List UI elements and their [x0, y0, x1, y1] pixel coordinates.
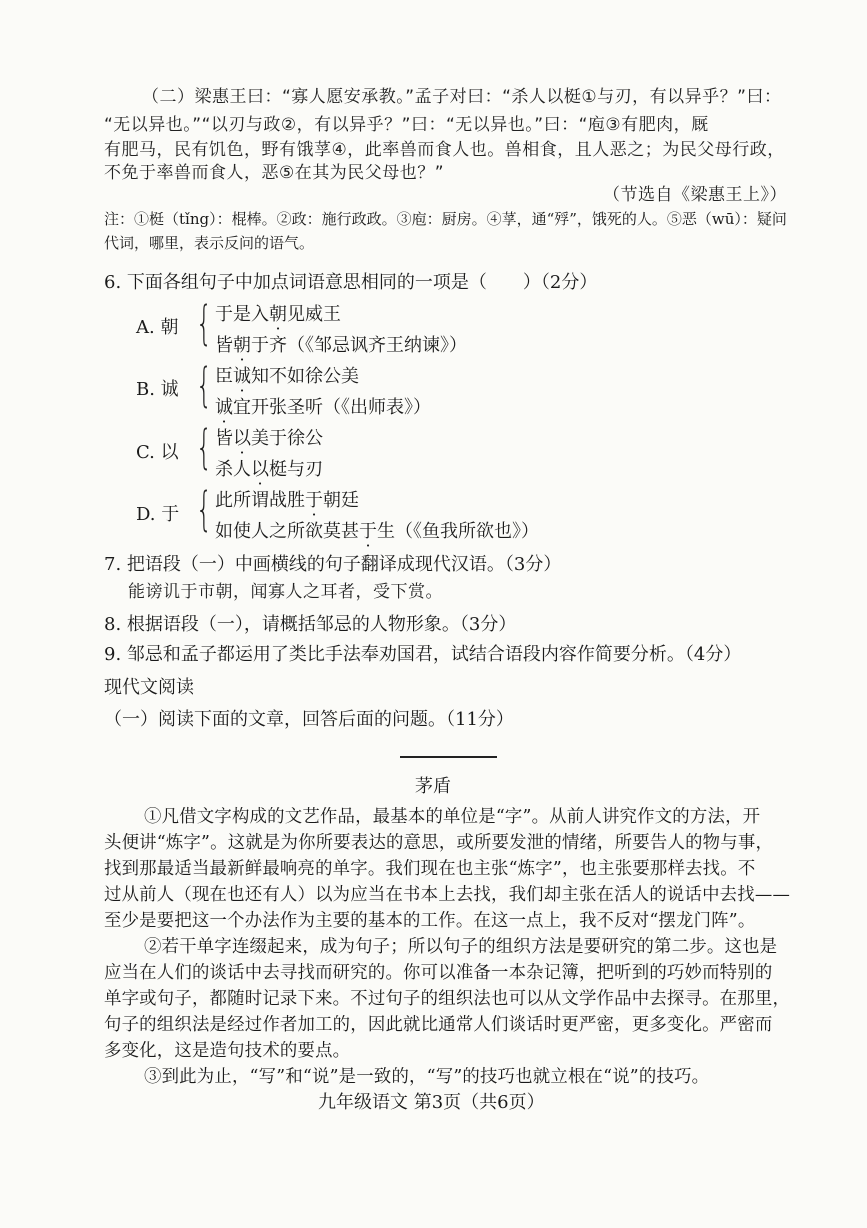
article-line-1: ①凡借文字构成的文艺作品，最基本的单位是“字”。从前人讲究作文的方法，开 [144, 807, 761, 827]
section-heading: 现代文阅读 [104, 677, 194, 698]
section-subheading: （一）阅读下面的文章，回答后面的问题。（11分） [104, 709, 514, 730]
q9-stem: 9. 邹忌和孟子都运用了类比手法奉劝国君，试结合语段内容作简要分析。（4分） [104, 644, 742, 665]
page-footer: 九年级语文 第3页（共6页） [318, 1092, 545, 1113]
article-line-11: ③到此为止，“写”和“说”是一致的，“写”的技巧也就立根在“说”的技巧。 [144, 1067, 710, 1087]
brace-icon: { [196, 482, 213, 536]
q6-option-d-label: D. 于 [136, 504, 180, 525]
article-line-7: 应当在人们的谈话中去寻找而研究的。你可以准备一本杂记簿，把听到的巧妙而特别的 [104, 963, 773, 983]
q6-option-a-sentence-1: 于是入朝见威王 [215, 304, 341, 325]
brace-icon: { [196, 296, 213, 350]
article-line-10: 多变化，这是造句技术的要点。 [104, 1041, 351, 1061]
article-line-3: 找到那最适当最新鲜最响亮的单字。我们现在也主张“炼字”，也主张要那样去找。不 [104, 859, 756, 879]
q7-stem: 7. 把语段（一）中画横线的句子翻译成现代汉语。（3分） [104, 554, 562, 575]
q6-option-a-sentence-2: 皆朝于齐（《邹忌讽齐王纳谏》） [215, 335, 467, 356]
brace-icon: { [196, 420, 213, 474]
article-line-8: 单字或句子，都随时记录下来。不过句子的组织法也可以从文学作品中去探寻。在那里， [104, 989, 791, 1009]
article-author: 茅盾 [415, 776, 451, 797]
article-line-6: ②若干单字连缀起来，成为句子；所以句子的组织方法是要研究的第二步。这也是 [144, 937, 778, 957]
q6-option-c-sentence-1: 皆以美于徐公 [215, 428, 323, 449]
passage2-line-2: “无以异也。”“以刃与政②，有以异乎？”曰：“无以异也。”曰：“庖③有肥肉，厩 [104, 115, 709, 135]
passage2-line-3: 有肥马，民有饥色，野有饿莩④，此率兽而食人也。兽相食，且人恶之；为民父母行政， [104, 140, 785, 160]
passage2-note-1: 注：①梃（tǐng）：棍棒。②政：施行政政。③庖：厨房。④莩，通“殍”，饿死的人。⑤恶（wū）：疑问 [104, 210, 787, 228]
q6-option-d-sentence-1: 此所谓战胜于朝廷 [215, 490, 359, 511]
passage2-source: （节选自《梁惠王上》） [603, 185, 787, 205]
passage2-line-1: （二）梁惠王曰：“寡人愿安承教。”孟子对曰：“杀人以梃①与刃，有以异乎？”曰： [142, 87, 782, 107]
q6-option-b-label: B. 诚 [136, 379, 179, 400]
passage2-line-4: 不免于率兽而食人，恶⑤在其为民父母也？” [104, 163, 445, 183]
brace-icon: { [196, 358, 213, 412]
q6-option-b-sentence-1: 臣诚知不如徐公美 [215, 366, 359, 387]
q6-option-c-sentence-2: 杀人以梃与刃 [215, 459, 323, 480]
article-line-2: 头便讲“炼字”。这就是为你所要表达的意思，或所要发泄的情绪，所要告人的物与事， [104, 833, 774, 853]
title-rule [400, 756, 497, 758]
article-line-5: 至少是要把这一个办法作为主要的基本的工作。在这一点上，我不反对“摆龙门阵”。 [104, 911, 756, 931]
article-line-4: 过从前人（现在也还有人）以为应当在书本上去找，我们却主张在活人的说话中去找—— [104, 885, 791, 905]
q6-option-b-sentence-2: 诚宜开张圣听（《出师表》） [215, 397, 431, 418]
q7-sentence: 能谤讥于市朝，闻寡人之耳者，受下赏。 [128, 582, 443, 602]
q6-option-a-label: A. 朝 [136, 317, 179, 338]
q6-stem: 6. 下面各组句子中加点词语意思相同的一项是（ ）（2分） [104, 272, 598, 293]
passage2-note-2: 代词，哪里，表示反问的语气。 [104, 234, 315, 252]
q6-option-c-label: C. 以 [136, 442, 179, 463]
article-line-9: 句子的组织法是经过作者加工的，因此就比通常人们谈话时更严密，更多变化。严密而 [104, 1015, 773, 1035]
q6-option-d-sentence-2: 如使人之所欲莫甚于生（《鱼我所欲也》） [215, 521, 539, 542]
q8-stem: 8. 根据语段（一），请概括邹忌的人物形象。（3分） [104, 614, 517, 635]
